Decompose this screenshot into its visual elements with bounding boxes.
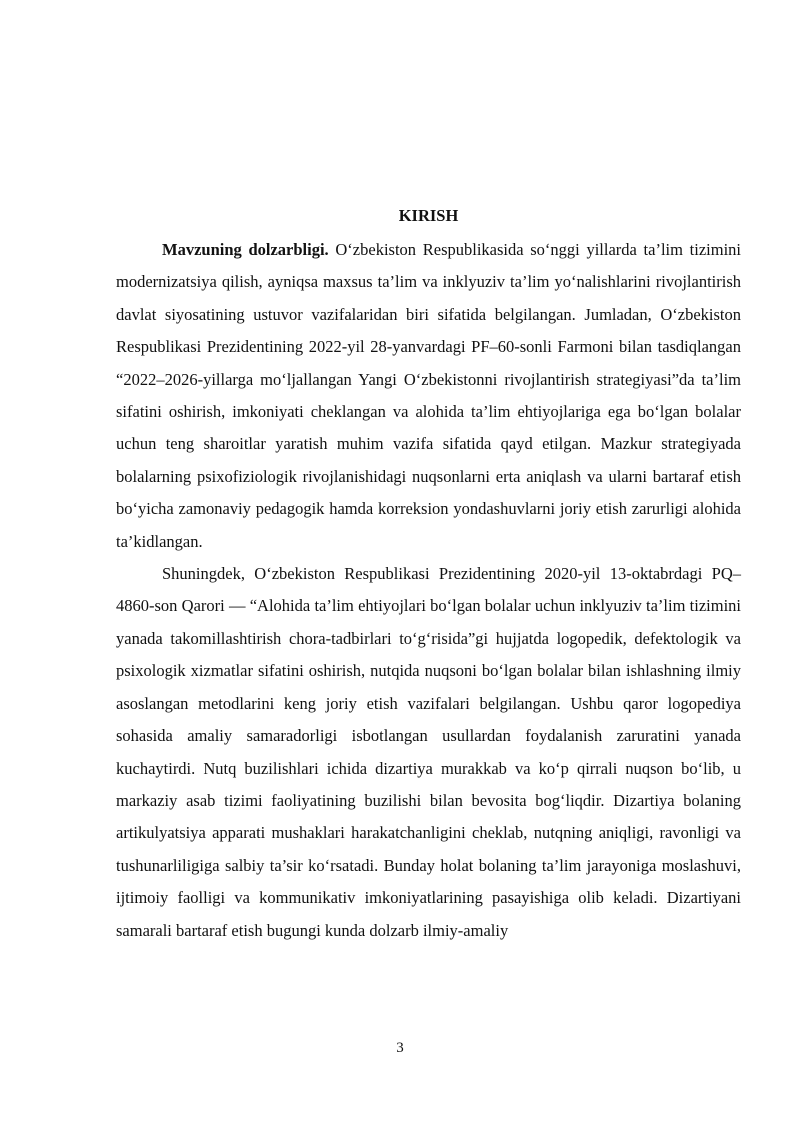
section-heading: KIRISH: [398, 206, 459, 225]
paragraph-text: O‘zbekiston Respublikasida so‘nggi yillarda ta’lim tizimini modernizatsiya qilish, ayniqsa maxsus ta’lim va inklyuziv ta’lim yo‘nalishlarini rivojlantirish davlat siyosatining ustuvor vazifalaridan biri sifatida belgilangan. Jumladan, O‘zbekiston Respublikasi Prezidentining 2022-yil 28-yanvardagi PF–60-sonli Farmoni bilan tasdiqlangan “2022–2026-yillarga mo‘ljallangan Yangi O‘zbekistonni rivojlantirish strategiyasi”da ta’lim sifatini oshirish, imkoniyati cheklangan va alohida ta’lim ehtiyojlariga ega bo‘lgan bolalar uchun teng sharoitlar yaratish muhim vazifa sifatida qayd etilgan. Mazkur strategiyada bolalarning psixofiziologik rivojlanishidagi nuqsonlarni erta aniqlash va ularni bartaraf etish bo‘yicha zamonaviy pedagogik hamda korreksion yondashuvlarni joriy etish zarurligi alohida ta’kidlangan.: [116, 240, 741, 551]
page-number: 3: [396, 1040, 404, 1056]
paragraph-lead: Mavzuning dolzarbligi.: [162, 240, 329, 259]
paragraph-relevance: [116, 234, 741, 558]
paragraph-decree: Shuningdek, O‘zbekiston Respublikasi Prezidentining 2020-yil 13-oktabrdagi PQ–4860-son Qarori — “Alohida ta’lim ehtiyojlari bo‘lgan bolalar uchun inklyuziv ta’lim tizimini yanada takomillashtirish chora-tadbirlari to‘g‘risida”gi hujjatda logopedik, defektologik va psixologik xizmatlar sifatini oshirish, nutqida nuqsoni bo‘lgan bolalar bilan ishlashning ilmiy asoslangan metodlarini keng joriy etish vazifalari belgilangan. Ushbu qaror logopediya sohasida amaliy samaradorligi isbotlangan usullardan foydalanish zaruratini yanada kuchaytirdi. Nutq buzilishlari ichida dizartiya murakkab va ko‘p qirrali nuqson bo‘lib, u markaziy asab tizimi faoliyatining buzilishi bilan bevosita bog‘liqdir. Dizartiya bolaning artikulyatsiya apparati mushaklari harakatchanligini cheklab, nutqning aniqligi, ravonligi va tushunarliligiga salbiy ta’sir ko‘rsatadi. Bunday holat bolaning ta’lim jarayoniga moslashuvi, ijtimoiy faolligi va kommunikativ imkoniyatlarining pasayishiga olib keladi. Dizartiyani samarali bartaraf etish bugungi kunda dolzarb ilmiy-amaliy: [116, 564, 741, 940]
page-body: [116, 204, 741, 947]
